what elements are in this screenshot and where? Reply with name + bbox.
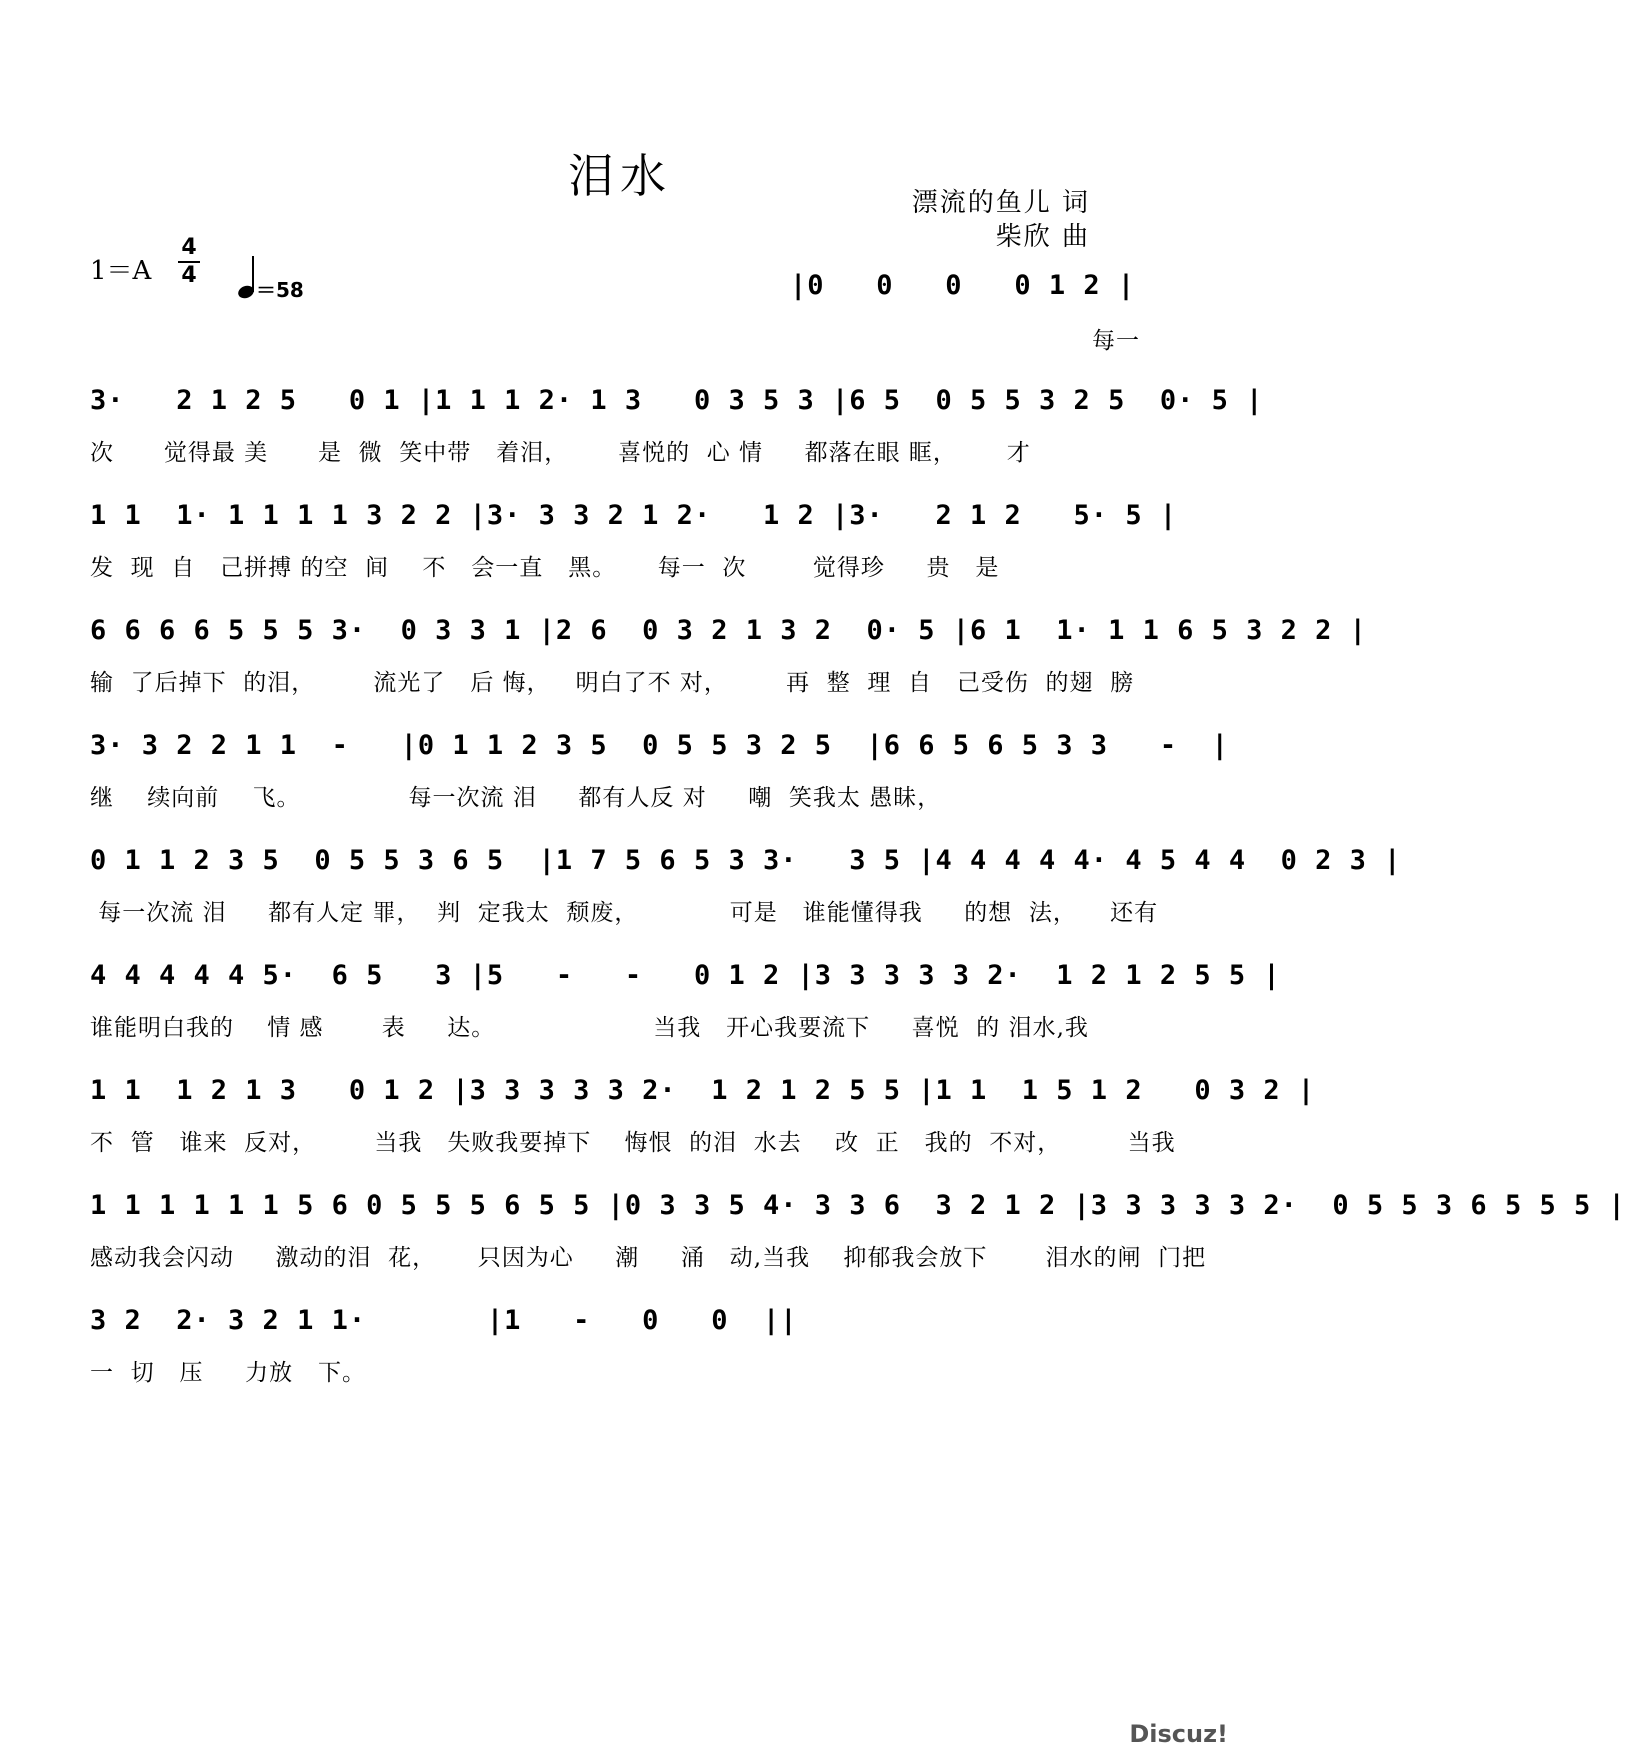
score-line-4-notes: 3· 3 2 2 1 1 - |0 1 1 2 3 5 0 5 5 3 2 5 |6 6 5 6 5 3 3 - | [90, 730, 1229, 761]
score-line-5-notes: 0 1 1 2 3 5 0 5 5 3 6 5 |1 7 5 6 5 3 3· 3 5 |4 4 4 4 4· 4 5 4 4 0 2 3 | [90, 845, 1402, 876]
lyricist-credit: 漂流的鱼儿 词 [911, 188, 1090, 218]
score-line-6-notes: 4 4 4 4 4 5· 6 5 3 |5 - - 0 1 2 |3 3 3 3 3 2· 1 2 1 2 5 5 | [90, 960, 1281, 991]
score-line-3-lyric: 输 了后掉下 的泪， 流光了 后 悔， 明白了不 对， 再 整 理 自 己受伤 的翅 膀 [90, 670, 1135, 696]
score-line-9-lyric: 一 切 压 力放 下。 [90, 1360, 367, 1386]
intro-lyric: 每一 [1092, 328, 1140, 354]
score-line-7-notes: 1 1 1 2 1 3 0 1 2 |3 3 3 3 3 2· 1 2 1 2 5 5 |1 1 1 5 1 2 0 3 2 | [90, 1075, 1316, 1106]
tempo-marking: ＝58 [256, 278, 304, 302]
key-signature: 1＝A [90, 256, 152, 286]
score-line-2-notes: 1 1 1· 1 1 1 1 3 2 2 |3· 3 3 2 1 2· 1 2 |3· 2 1 2 5· 5 | [90, 500, 1178, 531]
score-line-5-lyric: 每一次流 泪 都有人定 罪， 判 定我太 颓废， 可是 谁能懂得我 的想 法， 还有 [90, 900, 1159, 926]
song-title: 泪水 [568, 149, 672, 203]
watermark: Discuz! [1129, 1720, 1228, 1748]
composer-credit: 柴欣 曲 [995, 222, 1090, 252]
time-signature-top: 4 [181, 235, 197, 260]
score-line-1-notes: 3· 2 1 2 5 0 1 |1 1 1 2· 1 3 0 3 5 3 |6 5 0 5 5 3 2 5 0· 5 | [90, 385, 1264, 416]
time-signature [178, 236, 200, 288]
score-line-9-notes: 3 2 2· 3 2 1 1· |1 - 0 0 || [90, 1305, 798, 1336]
score-line-2-lyric: 发 现 自 己拼搏 的空 间 不 会一直 黑。 每一 次 觉得珍 贵 是 [90, 555, 1000, 581]
score-line-1-lyric: 次 觉得最 美 是 微 笑中带 着泪， 喜悦的 心 情 都落在眼 眶， 才 [90, 440, 1031, 466]
score-line-6-lyric: 谁能明白我的 情 感 表 达。 当我 开心我要流下 喜悦 的 泪水,我 [90, 1015, 1089, 1041]
score-line-8-notes: 1 1 1 1 1 1 5 6 0 5 5 5 6 5 5 |0 3 3 5 4· 3 3 6 3 2 1 2 |3 3 3 3 3 2· 0 5 5 3 6 5 5 5 | [90, 1190, 1626, 1221]
intro-notes: |0 0 0 0 1 2 | [790, 270, 1136, 301]
score-line-3-notes: 6 6 6 6 5 5 5 3· 0 3 3 1 |2 6 0 3 2 1 3 2 0· 5 |6 1 1· 1 1 6 5 3 2 2 | [90, 615, 1367, 646]
score-line-8-lyric: 感动我会闪动 激动的泪 花， 只因为心 潮 涌 动,当我 抑郁我会放下 泪水的闸 门把 [90, 1245, 1207, 1271]
time-signature-bottom: 4 [181, 263, 197, 288]
score-line-7-lyric: 不 管 谁来 反对， 当我 失败我要掉下 悔恨 的泪 水去 改 正 我的 不对， 当我 [90, 1130, 1176, 1156]
score-line-4-lyric: 继 续向前 飞。 每一次流 泪 都有人反 对 嘲 笑我太 愚昧， [90, 785, 942, 811]
